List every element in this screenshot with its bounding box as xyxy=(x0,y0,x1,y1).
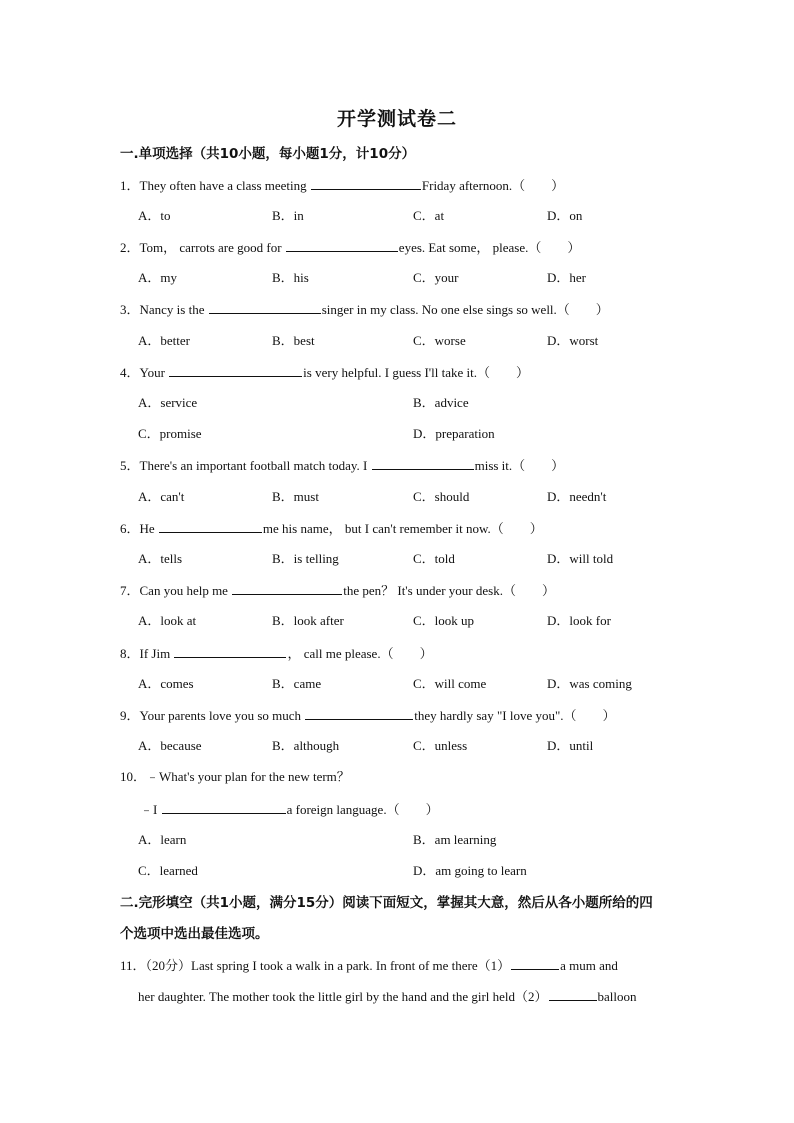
answer-blank xyxy=(159,520,262,533)
question-text: 6．He xyxy=(120,521,158,536)
option-a: A．tells xyxy=(138,551,183,566)
paragraph-text: her daughter. The mother took the little girl by the hand and the girl held（2） xyxy=(138,989,548,1004)
option-a: A．my xyxy=(138,270,178,285)
answer-blank xyxy=(511,957,559,970)
option-c: C．should xyxy=(413,489,470,504)
option-d: D．worst xyxy=(547,333,599,348)
question-text: the pen？ It's under your desk.（ ） xyxy=(343,583,555,598)
option-b: B．his xyxy=(272,270,309,285)
question-text: miss it.（ ） xyxy=(474,458,565,473)
answer-blank xyxy=(209,301,321,314)
option-c: C．look up xyxy=(413,613,475,628)
question-text: me his name， but I can't remember it now.（ ） xyxy=(262,521,543,536)
question-5 xyxy=(120,457,564,474)
section-heading-cloze: 二.完形填空（共1小题，满分15分）阅读下面短文，掌握其大意，然后从各小题所给的四 xyxy=(120,895,653,911)
option-d: D．until xyxy=(547,738,594,753)
cloze-paragraph-line-2 xyxy=(138,988,637,1005)
option-b: B．although xyxy=(272,738,340,753)
answer-blank xyxy=(549,988,597,1001)
question-text: 7．Can you help me xyxy=(120,583,232,598)
option-b: B．look after xyxy=(272,613,344,628)
question-text: 5．There's an important football match today. I xyxy=(120,458,371,473)
option-b: B．advice xyxy=(413,395,469,410)
option-a: A．comes xyxy=(138,676,194,691)
question-6 xyxy=(120,520,543,537)
cloze-paragraph-line-1 xyxy=(120,957,618,974)
question-text: 4．Your xyxy=(120,365,169,380)
answer-blank xyxy=(311,177,421,190)
question-8 xyxy=(120,645,433,662)
option-c: C．worse xyxy=(413,333,466,348)
question-text: 10．﹣What's your plan for the new term？ xyxy=(120,769,350,784)
question-3 xyxy=(120,301,609,318)
option-c: C．will come xyxy=(413,676,487,691)
option-d: D．her xyxy=(547,270,586,285)
paragraph-text: a mum and xyxy=(560,958,618,973)
option-b: B．am learning xyxy=(413,832,497,847)
section-heading-cloze-cont: 个选项中选出最佳选项。 xyxy=(120,926,269,942)
option-a: A．because xyxy=(138,738,202,753)
question-text: 9．Your parents love you so much xyxy=(120,708,305,723)
page-title: 开学测试卷二 xyxy=(336,108,457,130)
option-d: D．needn't xyxy=(547,489,607,504)
option-d: D．will told xyxy=(547,551,614,566)
question-1 xyxy=(120,177,564,194)
question-text: singer in my class. No one else sings so well.（ ） xyxy=(321,302,609,317)
question-7 xyxy=(120,582,555,599)
option-d: D．am going to learn xyxy=(413,863,527,878)
question-text: 3．Nancy is the xyxy=(120,302,208,317)
option-a: A．better xyxy=(138,333,190,348)
answer-blank xyxy=(372,457,474,470)
question-4 xyxy=(120,364,529,381)
question-text: 8．If Jim xyxy=(120,646,174,661)
option-c: C．learned xyxy=(138,863,198,878)
question-text: ， call me please.（ ） xyxy=(287,646,433,661)
question-text: 1．They often have a class meeting xyxy=(120,178,310,193)
question-9 xyxy=(120,707,616,724)
answer-blank xyxy=(232,582,342,595)
question-text: Friday afternoon.（ ） xyxy=(421,178,565,193)
answer-blank xyxy=(162,801,286,814)
answer-blank xyxy=(169,364,302,377)
question-text: they hardly say "I love you".（ ） xyxy=(414,708,616,723)
option-c: C．told xyxy=(413,551,455,566)
option-d: D．was coming xyxy=(547,676,632,691)
option-b: B．must xyxy=(272,489,319,504)
option-d: D．look for xyxy=(547,613,611,628)
option-d: D．preparation xyxy=(413,426,495,441)
question-text: is very helpful. I guess I'll take it.（ ） xyxy=(303,365,530,380)
option-a: A．look at xyxy=(138,613,197,628)
question-text: a foreign language.（ ） xyxy=(286,802,439,817)
option-b: B．came xyxy=(272,676,322,691)
option-b: B．in xyxy=(272,208,304,223)
paragraph-text: balloon xyxy=(597,989,637,1004)
option-b: B．best xyxy=(272,333,315,348)
option-a: A．can't xyxy=(138,489,185,504)
option-c: C．promise xyxy=(138,426,202,441)
option-c: C．your xyxy=(413,270,459,285)
question-text: ﹣I xyxy=(140,802,161,817)
option-c: C．at xyxy=(413,208,445,223)
section-heading-multiple-choice: 一.单项选择（共10小题，每小题1分，计10分） xyxy=(120,146,416,162)
answer-blank xyxy=(305,707,413,720)
question-2 xyxy=(120,239,580,256)
option-a: A．service xyxy=(138,395,198,410)
option-d: D．on xyxy=(547,208,583,223)
option-a: A．learn xyxy=(138,832,187,847)
question-text: eyes. Eat some， please.（ ） xyxy=(398,240,581,255)
option-a: A．to xyxy=(138,208,171,223)
option-c: C．unless xyxy=(413,738,468,753)
question-10 xyxy=(120,769,350,785)
answer-blank xyxy=(174,645,286,658)
paragraph-text: 11．（20分）Last spring I took a walk in a park. In front of me there（1） xyxy=(120,958,511,973)
answer-blank xyxy=(286,239,398,252)
question-text: 2．Tom， carrots are good for xyxy=(120,240,285,255)
question-10-response xyxy=(140,801,439,818)
option-b: B．is telling xyxy=(272,551,339,566)
